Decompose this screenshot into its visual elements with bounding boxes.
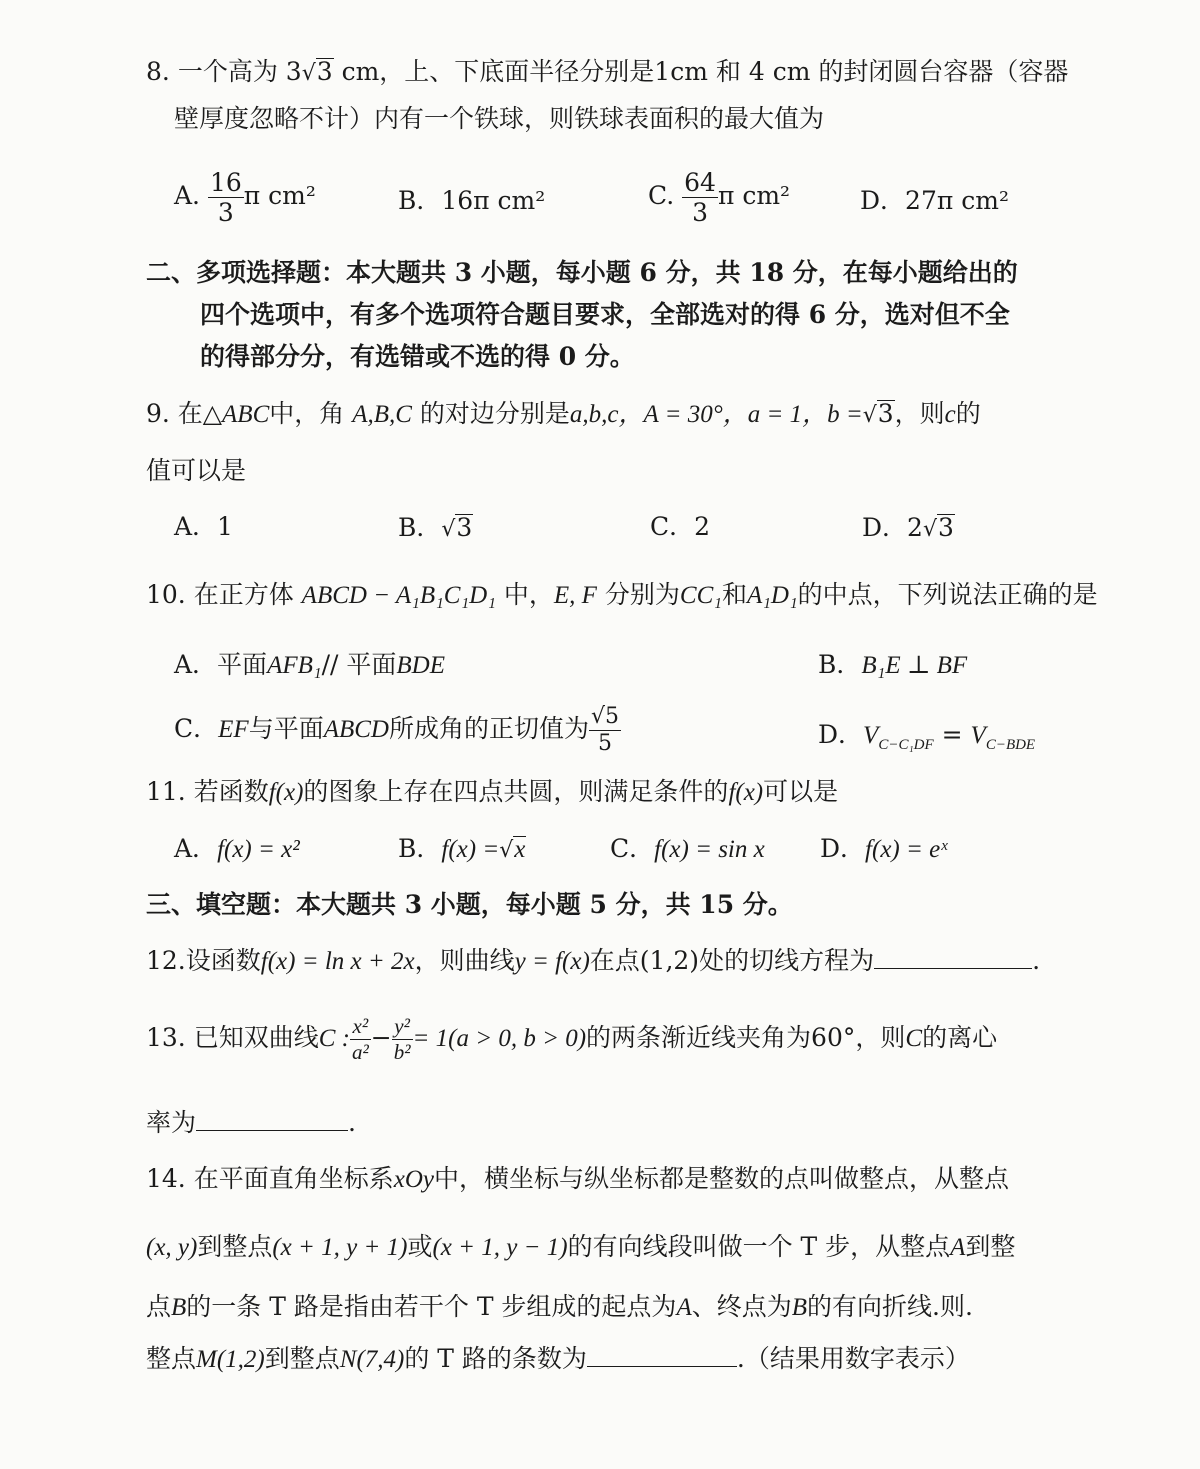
point: (x, y)	[146, 1234, 198, 1261]
q12-text: 12.设函数	[146, 946, 261, 975]
numerator: 16	[209, 168, 242, 197]
q11-option-d	[820, 836, 947, 862]
q8-option-a	[174, 170, 316, 225]
q12-text: 处的切线方程为	[699, 946, 875, 975]
answer-blank[interactable]	[196, 1130, 348, 1131]
q13-text: 13. 已知双曲线	[146, 1023, 319, 1052]
denominator: b²	[393, 1040, 411, 1064]
section2-line2: 四个选项中，有多个选项符合题目要求，全部选对的得 6 分，选对但不全	[200, 300, 1010, 329]
q14-line1	[146, 1166, 1009, 1192]
section2-line1: 二、多项选择题：本大题共 3 小题，每小题 6 分，共 18 分，在每小题给出的	[146, 258, 1018, 287]
numerator: 64	[684, 168, 716, 197]
q8-option-d: D．27π cm²	[860, 186, 1009, 215]
q14-line3	[146, 1294, 973, 1320]
q8-r1: 1cm	[654, 57, 708, 86]
point-m: M(1,2)	[196, 1346, 265, 1373]
hyperbola-name: C :	[318, 1025, 350, 1052]
volume: V	[970, 722, 986, 749]
q11-text: 可以是	[763, 777, 839, 806]
function: f(x)	[268, 779, 304, 806]
q8-height-radicand: 3	[316, 57, 333, 86]
option-label: A.	[174, 181, 201, 210]
curve: y = f(x)	[514, 948, 590, 975]
q11-option-c	[610, 836, 765, 862]
point-n: N(7,4)	[339, 1346, 405, 1373]
q9-line2: 值可以是	[146, 456, 247, 485]
option-text: 与平面	[248, 714, 324, 743]
q13-line1	[146, 1016, 997, 1063]
option-text: A．平面	[174, 650, 268, 679]
q14-text: .（结果用数字表示）	[736, 1344, 970, 1373]
volume-subscript: C−C₁DF	[878, 737, 934, 753]
equation: = 1(a > 0, b > 0)	[412, 1025, 587, 1052]
q14-line2	[146, 1234, 1015, 1260]
q11-option-a	[174, 836, 300, 862]
unit: π cm²	[243, 181, 316, 210]
q8-height-coef: 3	[285, 57, 302, 86]
fraction	[208, 170, 244, 225]
q13-text: 的两条渐近线夹角为	[586, 1023, 812, 1052]
q14-text: 到整点	[197, 1232, 273, 1261]
q10-option-a	[174, 652, 445, 678]
q14-text: 或	[407, 1232, 433, 1261]
q10-text: 和	[721, 580, 747, 609]
function: f(x) = ln x + 2x	[260, 948, 415, 975]
q14-text: 整点	[146, 1344, 197, 1373]
point-label: B	[791, 1294, 808, 1321]
q10-line1	[146, 582, 1098, 608]
denominator: a²	[351, 1040, 369, 1064]
q14-line4	[146, 1346, 970, 1372]
q8-line1: 8. 一个高为 3√3 cm，上、下底面半径分别是1cm 和 4 cm 的封闭圆台容器（容器	[146, 57, 1069, 86]
q11-line1	[146, 779, 838, 805]
point: (x + 1, y − 1)	[432, 1234, 568, 1261]
q9-option-d: D．2√3	[862, 513, 954, 542]
option-expr: f(x) = x²	[217, 836, 300, 863]
q14-text: 到整	[965, 1232, 1016, 1261]
q14-text: 、终点为	[691, 1292, 792, 1321]
q14-text: 的一条 T 路是指由若干个 T 步组成的起点为	[186, 1292, 677, 1321]
plane: ABCD	[323, 716, 389, 743]
section2-line3: 的得部分分，有选错或不选的得 0 分。	[200, 342, 635, 371]
q8-text: 的封闭圆台容器（容器	[818, 57, 1069, 86]
answer-blank[interactable]	[874, 968, 1032, 969]
option-label: B．	[398, 834, 442, 863]
option-label: B．	[398, 513, 442, 542]
q10-text: 10. 在正方体	[146, 580, 294, 609]
q13-text: 的离心	[922, 1023, 998, 1052]
option-label: C．	[610, 834, 655, 863]
fraction	[350, 1016, 371, 1063]
option-label: C.	[648, 181, 675, 210]
edge-cc1: CC₁	[679, 582, 722, 609]
denominator: 3	[692, 198, 708, 227]
period: .	[348, 1108, 356, 1137]
q14-text: 的有向线段叫做一个 T 步，从整点	[567, 1232, 951, 1261]
condition: ，A = 30°，a = 1，b =	[618, 401, 863, 428]
q8-option-c	[648, 170, 790, 225]
option-expr: f(x) = sin x	[654, 836, 765, 863]
q9-line1: 9. 在△ABC中，角 A,B,C 的对边分别是a,b,c，A = 30°，a = 1，b =√3，则c的	[146, 399, 981, 428]
q8-text: 一个高为	[177, 57, 278, 86]
hyperbola-name: C	[905, 1025, 923, 1052]
q11-text: 11. 若函数	[146, 777, 269, 806]
radicand: 3	[456, 513, 473, 542]
point: (x + 1, y + 1)	[272, 1234, 408, 1261]
option-expr: B₁E ⊥ BF	[861, 652, 968, 679]
fraction	[682, 170, 718, 225]
option-text: 所成角的正切值为	[388, 714, 589, 743]
denominator: 3	[217, 198, 234, 227]
q8-text: cm，上、下底面半径分别是	[341, 57, 655, 86]
q8-number: 8.	[146, 57, 170, 86]
edge-a1d1: A₁D₁	[746, 582, 798, 609]
q8-line2: 壁厚度忽略不计）内有一个铁球，则铁球表面积的最大值为	[174, 104, 825, 133]
q13-line2	[146, 1110, 356, 1135]
q9-option-a: A．1	[174, 512, 233, 541]
option-expr: f(x) =	[441, 836, 500, 863]
q8-text: 和	[715, 57, 741, 86]
q12-line	[146, 948, 1040, 974]
q14-text: 的有向折线.则.	[807, 1292, 973, 1321]
q9-text: 中，角	[269, 399, 345, 428]
point: (1,2)	[639, 946, 700, 975]
numerator: x²	[350, 1016, 371, 1040]
coord-system: xOy	[393, 1166, 434, 1193]
q14-text: 的 T 路的条数为	[404, 1344, 587, 1373]
triangle-name: ABC	[222, 401, 270, 428]
segment-ef: EF	[218, 716, 249, 743]
option-expr: f(x) = eˣ	[865, 836, 948, 863]
radicand: 3	[877, 399, 894, 428]
q11-option-b: B．f(x) =√x	[398, 834, 526, 863]
option-label: D．	[818, 720, 864, 749]
q14-text: 14. 在平面直角坐标系	[146, 1164, 394, 1193]
q10-option-d	[818, 722, 1035, 753]
equals: =	[941, 720, 963, 749]
q10-text: 中，	[503, 580, 554, 609]
q8-option-b: B．16π cm²	[398, 186, 546, 215]
option-label: B．	[818, 650, 862, 679]
period: .	[1032, 946, 1041, 975]
q14-text: 到整点	[264, 1344, 340, 1373]
q10-text: 分别为	[604, 580, 680, 609]
numerator: y²	[392, 1016, 413, 1040]
q10-option-b	[818, 652, 967, 678]
q10-option-c	[174, 706, 621, 755]
volume: V	[863, 722, 879, 749]
q9-text: ，则	[894, 399, 945, 428]
function: f(x)	[728, 779, 764, 806]
volume-subscript: C−BDE	[985, 737, 1036, 753]
angles: A,B,C	[352, 401, 412, 428]
q13-text: ，则	[855, 1023, 906, 1052]
q9-text: 9. 在△	[146, 399, 223, 428]
radicand: x	[514, 836, 526, 863]
unit: π cm²	[717, 181, 791, 210]
option-text: // 平面	[321, 650, 397, 679]
option-label: D．	[820, 834, 866, 863]
option-label: C．	[174, 714, 219, 743]
denominator: 5	[598, 731, 612, 756]
q14-text: 点	[146, 1292, 172, 1321]
fraction	[589, 706, 621, 755]
q12-text: ，则曲线	[414, 946, 515, 975]
option-label: A．	[174, 834, 218, 863]
q11-text: 的图象上存在四点共圆，则满足条件的	[303, 777, 729, 806]
plane: AFB₁	[267, 652, 322, 679]
sides: a,b,c	[569, 401, 619, 428]
q12-text: 在点	[589, 946, 640, 975]
side-c: c	[944, 401, 956, 428]
numerator: √5	[591, 704, 620, 729]
plane: BDE	[396, 652, 445, 679]
point-label: A	[950, 1234, 966, 1261]
q14-text: 中，横坐标与纵坐标都是整数的点叫做整点，从整点	[433, 1164, 1009, 1193]
point-label: B	[171, 1294, 187, 1321]
q9-text: 的对边分别是	[419, 399, 570, 428]
point-label: A	[676, 1294, 692, 1321]
fraction	[392, 1016, 413, 1063]
q8-r2: 4 cm	[748, 57, 811, 86]
q10-text: 的中点，下列说法正确的是	[797, 580, 1098, 609]
radicand: 3	[937, 513, 954, 542]
angle: 60°	[811, 1023, 856, 1052]
answer-blank[interactable]	[587, 1366, 737, 1367]
minus: −	[370, 1023, 392, 1052]
cube-name: ABCD − A₁B₁C₁D₁	[301, 582, 496, 609]
q9-option-b: B．√3	[398, 513, 473, 542]
q9-option-c: C．2	[650, 512, 711, 541]
q13-text: 率为	[146, 1108, 197, 1137]
q9-text: 的	[955, 399, 981, 428]
points-ef: E, F	[553, 582, 597, 609]
section3-line1: 三、填空题：本大题共 3 小题，每小题 5 分，共 15 分。	[146, 890, 793, 919]
option-label: D．2	[862, 513, 923, 542]
